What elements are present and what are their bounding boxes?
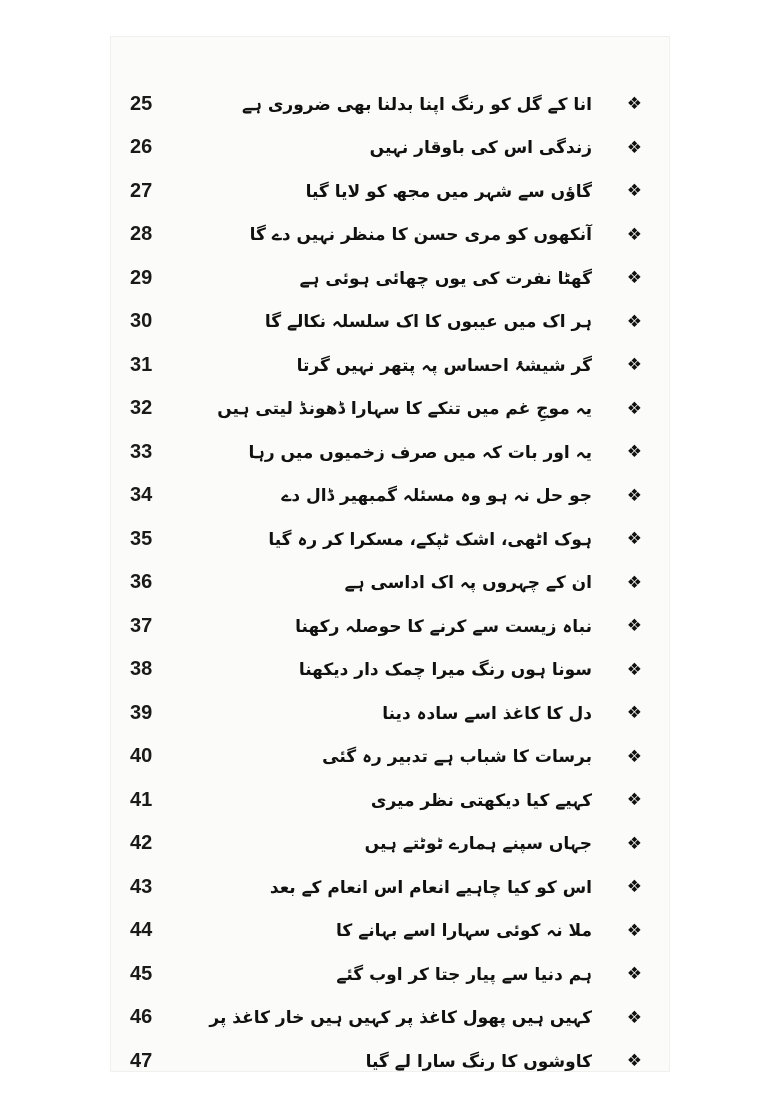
- toc-ghazal-title: گاؤں سے شہر میں مجھ کو لایا گیا: [305, 181, 592, 202]
- toc-page-number: 34: [130, 484, 153, 506]
- toc-entry: [130, 954, 650, 994]
- toc-ghazal-title: یہ موجِ غم میں تنکے کا سہارا ڈھونڈ لیتی ہیں: [217, 399, 592, 419]
- toc-page-number: 31: [130, 353, 153, 376]
- toc-entry: [130, 258, 650, 298]
- toc-entry: [130, 519, 650, 559]
- diamond-bullet-icon: ❖: [626, 964, 642, 984]
- toc-page-number: 40: [130, 745, 153, 767]
- toc-page-number: 28: [130, 223, 153, 245]
- toc-ghazal-title: کہیے کیا دیکھتی نظر میری: [370, 790, 592, 811]
- toc-page-number: 38: [130, 658, 153, 680]
- diamond-bullet-icon: ❖: [626, 311, 642, 332]
- toc-ghazal-title: انا کے گل کو رنگ اپنا بدلنا بھی ضروری ہے: [242, 94, 592, 115]
- toc-page-number: 39: [130, 701, 153, 724]
- toc-ghazal-title: اس کو کیا چاہیے انعام اس انعام کے بعد: [269, 877, 592, 898]
- toc-entry: [130, 780, 650, 820]
- toc-entry: [130, 563, 650, 603]
- toc-page-number: 47: [130, 1049, 153, 1072]
- toc-page-number: 41: [130, 788, 153, 811]
- toc-entry: [130, 84, 650, 124]
- toc-ghazal-title: ان کے چہروں پہ اک اداسی ہے: [344, 573, 592, 593]
- toc-ghazal-title: ہوک اٹھی، اشک ٹپکے، مسکرا کر رہ گیا: [268, 529, 592, 550]
- toc-ghazal-title: کہیں ہیں پھول کاغذ پر کہیں ہیں خار کاغذ پر: [209, 1008, 592, 1028]
- toc-ghazal-title: ہم دنیا سے پیار جتا کر اوب گئے: [336, 964, 592, 985]
- diamond-bullet-icon: ❖: [626, 398, 642, 419]
- toc-entry: [130, 1041, 650, 1081]
- diamond-bullet-icon: ❖: [626, 355, 642, 375]
- toc-page-number: 32: [130, 397, 153, 419]
- toc-ghazal-title: یہ اور بات کہ میں صرف زخمیوں میں رہا: [248, 442, 592, 463]
- toc-ghazal-title: آنکھوں کو مری حسن کا منظر نہیں دے گا: [249, 225, 592, 245]
- toc-page-number: 26: [130, 136, 153, 158]
- toc-page-number: 42: [130, 832, 153, 854]
- toc-ghazal-title: سونا ہوں رنگ میرا چمک دار دیکھنا: [298, 660, 592, 680]
- diamond-bullet-icon: ❖: [626, 268, 642, 288]
- toc-page-number: 25: [130, 92, 153, 115]
- diamond-bullet-icon: ❖: [626, 572, 642, 593]
- diamond-bullet-icon: ❖: [626, 181, 642, 201]
- diamond-bullet-icon: ❖: [626, 1051, 642, 1071]
- toc-entry: [130, 911, 650, 951]
- toc-entry: [130, 345, 650, 385]
- toc-ghazal-title: دل کا کاغذ اسے سادہ دینا: [382, 703, 592, 724]
- diamond-bullet-icon: ❖: [626, 920, 642, 941]
- toc-entry: [130, 128, 650, 168]
- toc-entry: [130, 215, 650, 255]
- diamond-bullet-icon: ❖: [626, 833, 642, 854]
- diamond-bullet-icon: ❖: [626, 877, 642, 897]
- toc-page-number: 29: [130, 266, 153, 289]
- toc-ghazal-title: نباہ زیست سے کرنے کا حوصلہ رکھنا: [295, 616, 592, 637]
- diamond-bullet-icon: ❖: [626, 616, 642, 636]
- toc-ghazal-title: کاوشوں کا رنگ سارا لے گیا: [365, 1051, 592, 1072]
- toc-entry: [130, 650, 650, 690]
- toc-ghazal-title: ہر اک میں عیبوں کا اک سلسلہ نکالے گا: [264, 312, 592, 332]
- toc-page-number: 33: [130, 440, 153, 463]
- toc-ghazal-title: ملا نہ کوئی سہارا اسے بہانے کا: [336, 921, 592, 941]
- toc-page-number: 30: [130, 310, 153, 332]
- toc-entry: [130, 476, 650, 516]
- toc-page-number: 37: [130, 614, 153, 637]
- diamond-bullet-icon: ❖: [626, 659, 642, 680]
- toc-entry: [130, 737, 650, 777]
- toc-entry: [130, 302, 650, 342]
- toc-entry: [130, 998, 650, 1038]
- toc-entry: [130, 867, 650, 907]
- toc-page-number: 46: [130, 1006, 153, 1028]
- toc-page-number: 43: [130, 875, 153, 898]
- diamond-bullet-icon: ❖: [626, 94, 642, 114]
- diamond-bullet-icon: ❖: [626, 1007, 642, 1028]
- diamond-bullet-icon: ❖: [626, 485, 642, 506]
- toc-page-number: 44: [130, 919, 153, 941]
- toc-entry: [130, 693, 650, 733]
- toc-page-number: 36: [130, 571, 153, 593]
- diamond-bullet-icon: ❖: [626, 224, 642, 245]
- diamond-bullet-icon: ❖: [626, 137, 642, 158]
- toc-page-number: 35: [130, 527, 153, 550]
- toc-entry: [130, 171, 650, 211]
- diamond-bullet-icon: ❖: [626, 529, 642, 549]
- toc-ghazal-title: جہاں سپنے ہمارے ٹوٹتے ہیں: [364, 834, 592, 854]
- toc-ghazal-title: زندگی اس کی باوقار نہیں: [369, 138, 592, 158]
- toc-ghazal-title: برسات کا شباب ہے تدبیر رہ گئی: [322, 747, 592, 767]
- diamond-bullet-icon: ❖: [626, 790, 642, 810]
- toc-ghazal-title: جو حل نہ ہو وہ مسئلہ گمبھیر ڈال دے: [281, 486, 592, 506]
- toc-entry: [130, 824, 650, 864]
- diamond-bullet-icon: ❖: [626, 442, 642, 462]
- toc-page-number: 45: [130, 962, 153, 985]
- diamond-bullet-icon: ❖: [626, 703, 642, 723]
- toc-entry: [130, 389, 650, 429]
- toc-entry: [130, 432, 650, 472]
- diamond-bullet-icon: ❖: [626, 746, 642, 767]
- toc-entry: [130, 606, 650, 646]
- toc-ghazal-title: گر شیشۂ احساس پہ پتھر نہیں گرتا: [296, 355, 592, 376]
- toc-ghazal-title: گھٹا نفرت کی یوں چھائی ہوئی ہے: [299, 268, 592, 289]
- toc-page-number: 27: [130, 179, 153, 202]
